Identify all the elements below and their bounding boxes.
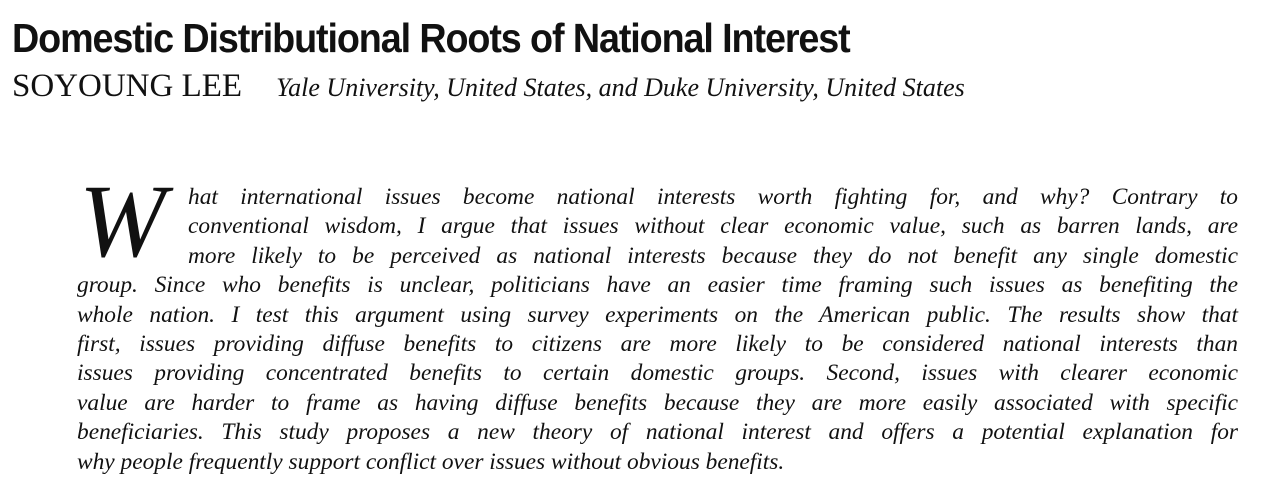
abstract-line: value are harder to frame as having diffuse benefits because they are more easily associated with specific — [77, 389, 1238, 416]
abstract — [77, 183, 1238, 477]
byline — [12, 64, 965, 114]
abstract-line: hat international issues become national interests worth fighting for, and why? Contrary to — [188, 184, 1238, 210]
abstract-line: whole nation. I test this argument using survey experiments on the American public. The results show that — [77, 301, 1238, 328]
abstract-line: first, issues providing diffuse benefits to citizens are more likely to be considered national interests than — [77, 331, 1238, 358]
author-name: SOYOUNG LEE — [12, 68, 243, 104]
abstract-line: beneficiaries. This study proposes a new theory of national interest and offers a potential explanation for — [77, 419, 1238, 446]
abstract-line: group. Since who benefits is unclear, politicians have an easier time framing such issues as benefiting the — [77, 272, 1238, 299]
article-title: Domestic Distributional Roots of National Interest — [12, 15, 850, 61]
author-affiliation: Yale University, United States, and Duke University, United States — [276, 73, 965, 102]
abstract-line: issues providing concentrated benefits to certain domestic groups. Second, issues with clearer economic — [77, 360, 1238, 387]
abstract-line: why people frequently support conflict over issues without obvious benefits. — [77, 448, 785, 475]
abstract-line: conventional wisdom, I argue that issues without clear economic value, such as barren lands, are — [188, 213, 1238, 240]
abstract-drop-cap: W — [79, 164, 160, 279]
abstract-line: more likely to be perceived as national interests because they do not benefit any single domestic — [188, 242, 1238, 269]
